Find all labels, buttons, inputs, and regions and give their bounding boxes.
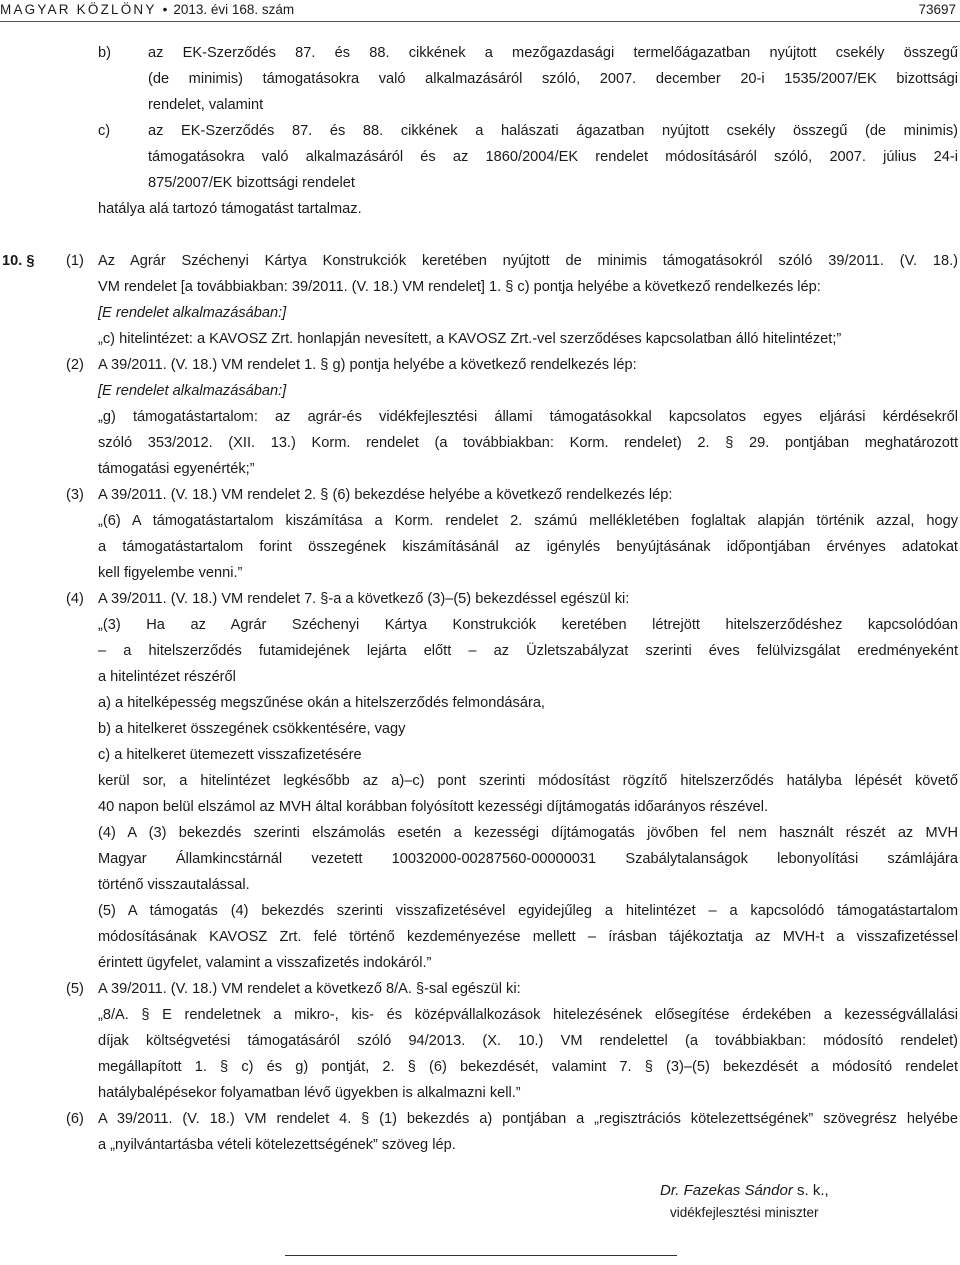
text-line: (de minimis) támogatásokra való alkalmazásáról szóló, 2007. december 20-i 1535/2007/EK bizottsági [148, 71, 958, 87]
section-number: 10. § [2, 253, 35, 269]
paragraph-label: (3) [66, 487, 84, 503]
paragraph-line: a hitelintézet részéről [98, 669, 236, 685]
paragraph-line: módosításának KAVOSZ Zrt. felé történő kezdeményezése mellett – írásban tájékoztatja az MVH-t a visszafizetéssel [98, 929, 958, 945]
paragraph-label: (6) [66, 1111, 84, 1127]
paragraph-line: kell figyelembe venni.” [98, 565, 243, 581]
paragraph-line: a) a hitelképesség megszűnése okán a hitelszerződés felmondására, [98, 695, 545, 711]
paragraph-line: 40 napon belül elszámol az MVH által korábban folyósított kezességi díjtámogatás időarányos részével. [98, 799, 769, 815]
separator-dot-icon: • [162, 2, 168, 17]
paragraph-line: Az Agrár Széchenyi Kártya Konstrukciók keretében nyújtott de minimis támogatásokról szóló 39/2011. (V. 18.) [98, 253, 958, 269]
paragraph-line: [E rendelet alkalmazásában:] [98, 383, 287, 399]
text-line: 875/2007/EK bizottsági rendelet [148, 175, 355, 191]
item-label-b: b) [98, 45, 111, 61]
paragraph-line: hatálybalépésekor folyamatban lévő ügyekben is alkalmazni kell.” [98, 1085, 521, 1101]
paragraph-line: c) a hitelkeret ütemezett visszafizetésére [98, 747, 362, 763]
paragraph-label: (4) [66, 591, 84, 607]
paragraph-line: [E rendelet alkalmazásában:] [98, 305, 287, 321]
paragraph-line: „(3) Ha az Agrár Széchenyi Kártya Konstrukciók keretében létrejött hitelszerződéshez kapcsolódóan [98, 617, 958, 633]
paragraph-line: „g) támogatástartalom: az agrár-és vidékfejlesztési állami támogatásokkal kapcsolatos egyes eljárási kérdésekről [98, 409, 958, 425]
paragraph-line: a „nyilvántartásba vételi kötelezettségének” szöveg lép. [98, 1137, 456, 1153]
paragraph-line: A 39/2011. (V. 18.) VM rendelet 7. §-a a következő (3)–(5) bekezdéssel egészül ki: [98, 591, 630, 607]
top-tail-text: hatálya alá tartozó támogatást tartalmaz. [98, 201, 362, 217]
paragraph-line: A 39/2011. (V. 18.) VM rendelet a következő 8/A. §-sal egészül ki: [98, 981, 521, 997]
paragraph-line: érintett ügyfelet, valamint a visszafizetés indokáról.” [98, 955, 432, 971]
paragraph-line: Magyar Államkincstárnál vezetett 10032000-00287560-00000031 Szabálytalanságok lebonyolítási számlájára [98, 851, 958, 867]
text-line: az EK-Szerződés 87. és 88. cikkének a halászati ágazatban nyújtott csekély összegű (de minimis) [148, 123, 958, 139]
paragraph-line: A 39/2011. (V. 18.) VM rendelet 1. § g) pontja helyébe a következő rendelkezés lép: [98, 357, 637, 373]
journal-title: MAGYAR KÖZLÖNY [0, 2, 157, 17]
journal-header [0, 2, 294, 17]
paragraph-line: „c) hitelintézet: a KAVOSZ Zrt. honlapján nevesített, a KAVOSZ Zrt.-vel szerződéses kapcsolatban álló hitelintézet;” [98, 331, 842, 347]
paragraph-line: történő visszautalással. [98, 877, 250, 893]
paragraph-line: A 39/2011. (V. 18.) VM rendelet 4. § (1) bekezdés a) pontjában a „regisztrációs kötelezettségének” szövegrész helyébe [98, 1111, 958, 1127]
paragraph-line: (4) A (3) bekezdés szerinti elszámolás esetén a kezességi díjtámogatás jövőben fel nem használt részét az MVH [98, 825, 958, 841]
paragraph-line: megállapított 1. § c) és g) pontját, 2. § (6) bekezdését, valamint 7. § (3)–(5) bekezdését a módosító rendelet [98, 1059, 958, 1075]
signatory-title: vidékfejlesztési miniszter [670, 1205, 819, 1220]
page-header [0, 0, 960, 22]
footer-divider [285, 1255, 677, 1256]
paragraph-label: (5) [66, 981, 84, 997]
paragraph-line: a támogatástartalom forint összegének kiszámításánál az igénylés benyújtásának időpontjában érvényes adatokat [98, 539, 958, 555]
text-line: rendelet, valamint [148, 97, 264, 113]
paragraph-line: díjak költségvetési támogatásáról szóló 94/2013. (X. 10.) VM rendelettel (a továbbiakban: módosító rendelet) [98, 1033, 958, 1049]
issue-label: 2013. évi 168. szám [173, 2, 295, 17]
signatory-name: Dr. Fazekas Sándor [660, 1182, 793, 1199]
text-line: támogatásokra való alkalmazásáról és az 1860/2004/EK rendelet módosításáról szóló, 2007. július 24-i [148, 149, 958, 165]
paragraph-line: VM rendelet [a továbbiakban: 39/2011. (V. 18.) VM rendelet] 1. § c) pontja helyébe a következő rendelkezés lép: [98, 279, 821, 295]
signature-block [660, 1180, 829, 1224]
page-number: 73697 [918, 2, 956, 17]
paragraph-line: támogatási egyenérték;” [98, 461, 255, 477]
paragraph-line: „8/A. § E rendeletnek a mikro-, kis- és középvállalkozások hitelezésének elősegítése érdekében a kezességvállalási [98, 1007, 958, 1023]
paragraph-line: b) a hitelkeret összegének csökkentésére, vagy [98, 721, 406, 737]
paragraph-label: (1) [66, 253, 84, 269]
paragraph-line: A 39/2011. (V. 18.) VM rendelet 2. § (6) bekezdése helyébe a következő rendelkezés lép: [98, 487, 673, 503]
paragraph-line: – a hitelszerződés futamidejének lejárta előtt – az Üzletszabályzat szerinti éves felülvizsgálat eredményeként [98, 643, 958, 659]
paragraph-label: (2) [66, 357, 84, 373]
paragraph-line: szóló 353/2012. (XII. 13.) Korm. rendelet (a továbbiakban: Korm. rendelet) 2. § 29. pontjában meghatározott [98, 435, 958, 451]
text-line: az EK-Szerződés 87. és 88. cikkének a mezőgazdasági termelőágazatban nyújtott csekély összegű [148, 45, 958, 61]
header-divider [0, 21, 960, 22]
signatory-suffix: s. k., [792, 1182, 829, 1199]
paragraph-line: kerül sor, a hitelintézet legkésőbb az a)–c) pont szerinti módosítást rögzítő hitelszerződés hatályba lépését követő [98, 773, 958, 789]
item-label-c: c) [98, 123, 111, 139]
paragraph-line: „(6) A támogatástartalom kiszámítása a Korm. rendelet 2. számú mellékletében foglaltak alapján történik azzal, hogy [98, 513, 958, 529]
paragraph-line: (5) A támogatás (4) bekezdés szerinti visszafizetésével egyidejűleg a hitelintézet – a kapcsolódó támogatástartalom [98, 903, 958, 919]
